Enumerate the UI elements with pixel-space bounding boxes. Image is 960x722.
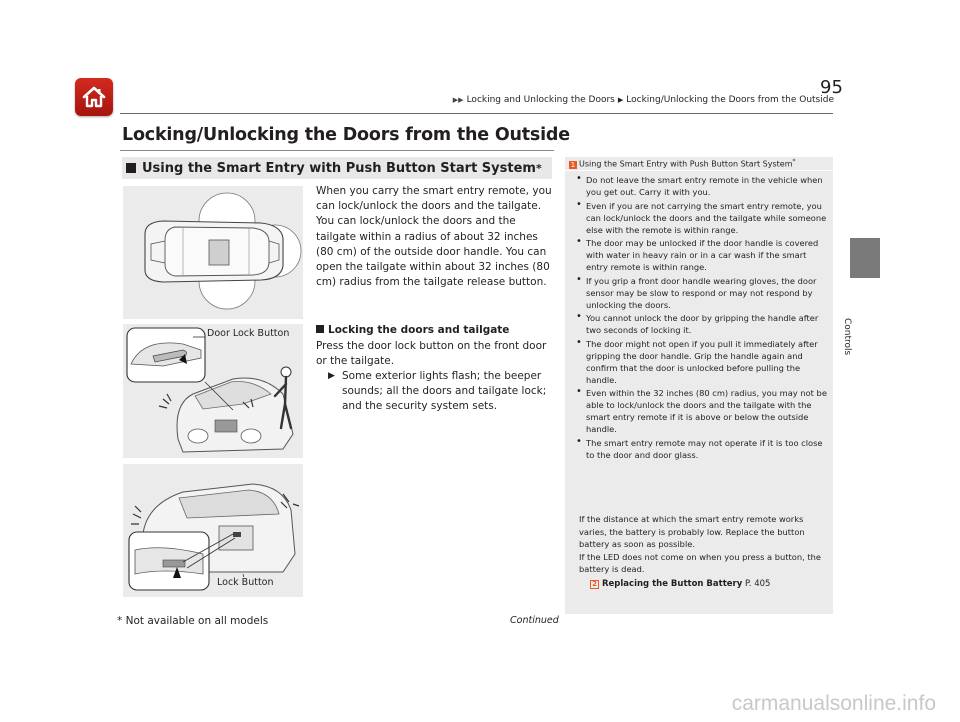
notes-list — [576, 174, 828, 462]
watermark: carmanualsonline.info — [731, 692, 936, 715]
figure-tailgate-lock — [123, 464, 303, 597]
note-item: • You cannot unlock the door by gripping the handle after two seconds of locking it. — [576, 312, 828, 336]
battery-low-note: If the distance at which the smart entry remote works varies, the battery is probably low. Replace the button battery as soon as possible. — [579, 514, 805, 550]
figure-door-lock — [123, 324, 303, 458]
page-number: 95 — [820, 77, 843, 98]
section-square-icon — [126, 163, 136, 173]
page-title: Locking/Unlocking the Doors from the Outside — [122, 125, 570, 145]
sub-heading-square-icon — [316, 325, 324, 333]
chapter-tab-label: Controls — [842, 318, 852, 356]
reference-page: P. 405 — [744, 579, 771, 589]
sub-heading — [316, 324, 509, 336]
note-item: • Do not leave the smart entry remote in the vehicle when you get out. Carry it with you. — [576, 174, 828, 198]
notes-title — [569, 158, 796, 169]
reference-arrow-icon: 2 — [590, 580, 599, 589]
chapter-tab[interactable] — [850, 238, 880, 278]
battery-dead-note: If the LED does not come on when you press a button, the battery is dead. — [579, 551, 822, 575]
note-number-icon: 1 — [570, 160, 576, 169]
result-arrow-icon: ▶ — [328, 371, 335, 381]
section-heading-mark: * — [535, 161, 542, 175]
note-item: • Even within the 32 inches (80 cm) radius, you may not be able to lock/unlock the doors and the tailgate with the smart entry remote if it is above or below the outside handle. — [576, 387, 828, 435]
breadcrumb-item-2[interactable]: Locking/Unlocking the Doors from the Outside — [626, 95, 834, 105]
note-item: • The door may be unlocked if the door handle is covered with water in heavy rain or in a car wash if the smart entry remote is within range. — [576, 237, 828, 273]
cross-reference-link[interactable] — [590, 579, 770, 589]
continued-label: Continued — [510, 615, 559, 626]
section-heading-text: Using the Smart Entry with Push Button Start System — [142, 160, 536, 176]
notes-divider — [565, 170, 833, 171]
header-divider — [120, 113, 833, 114]
breadcrumb-arrow-icon: ▶▶ — [452, 96, 464, 104]
step-result — [328, 369, 554, 415]
breadcrumb — [453, 95, 834, 105]
intro-paragraph: When you carry the smart entry remote, you can lock/unlock the doors and the tailgate. You can lock/unlock the doors and the tailgate within a radius of about 32 inches (80 cm) of the outside door handle. You can open the tailgate within about 32 inches (80 cm) radius from the tailgate release button. — [316, 185, 552, 289]
reference-title: Replacing the Button Battery — [602, 579, 743, 589]
notes-title-mark: * — [792, 158, 796, 165]
step-instruction: Press the door lock button on the front door or the tailgate. — [316, 340, 547, 368]
home-icon — [81, 85, 107, 109]
result-text: Some exterior lights flash; the beeper sounds; all the doors and tailgate lock; and the security system sets. — [342, 370, 547, 413]
note-item: • The smart entry remote may not operate if it is too close to the door and door glass. — [576, 437, 828, 461]
section-heading — [122, 157, 552, 179]
title-divider — [120, 150, 554, 151]
note-item: • Even if you are not carrying the smart entry remote, you can lock/unlock the doors and the tailgate while someone else with the remote is within range. — [576, 200, 828, 236]
sub-heading-text: Locking the doors and tailgate — [328, 324, 510, 336]
notes-title-text: Using the Smart Entry with Push Button Start System — [579, 159, 793, 169]
breadcrumb-separator-icon: ▶ — [617, 96, 624, 104]
footnote: * Not available on all models — [117, 615, 269, 627]
note-item: • The door might not open if you pull it immediately after gripping the door handle. Grip the handle again and confirm that the door is unlocked before pulling the handle. — [576, 338, 828, 386]
lock-button-label: Lock Button — [217, 577, 274, 588]
note-item: • If you grip a front door handle wearing gloves, the door sensor may be slow to respond or may not respond by unlocking the doors. — [576, 275, 828, 311]
figure-range-diagram — [123, 186, 303, 319]
door-lock-button-label: Door Lock Button — [207, 328, 290, 339]
battery-notes — [579, 513, 829, 576]
car-top-view-illustration — [123, 186, 303, 319]
home-button[interactable] — [75, 78, 113, 116]
breadcrumb-item-1[interactable]: Locking and Unlocking the Doors — [466, 95, 615, 105]
front-door-illustration — [123, 324, 303, 458]
tailgate-illustration — [123, 464, 303, 597]
